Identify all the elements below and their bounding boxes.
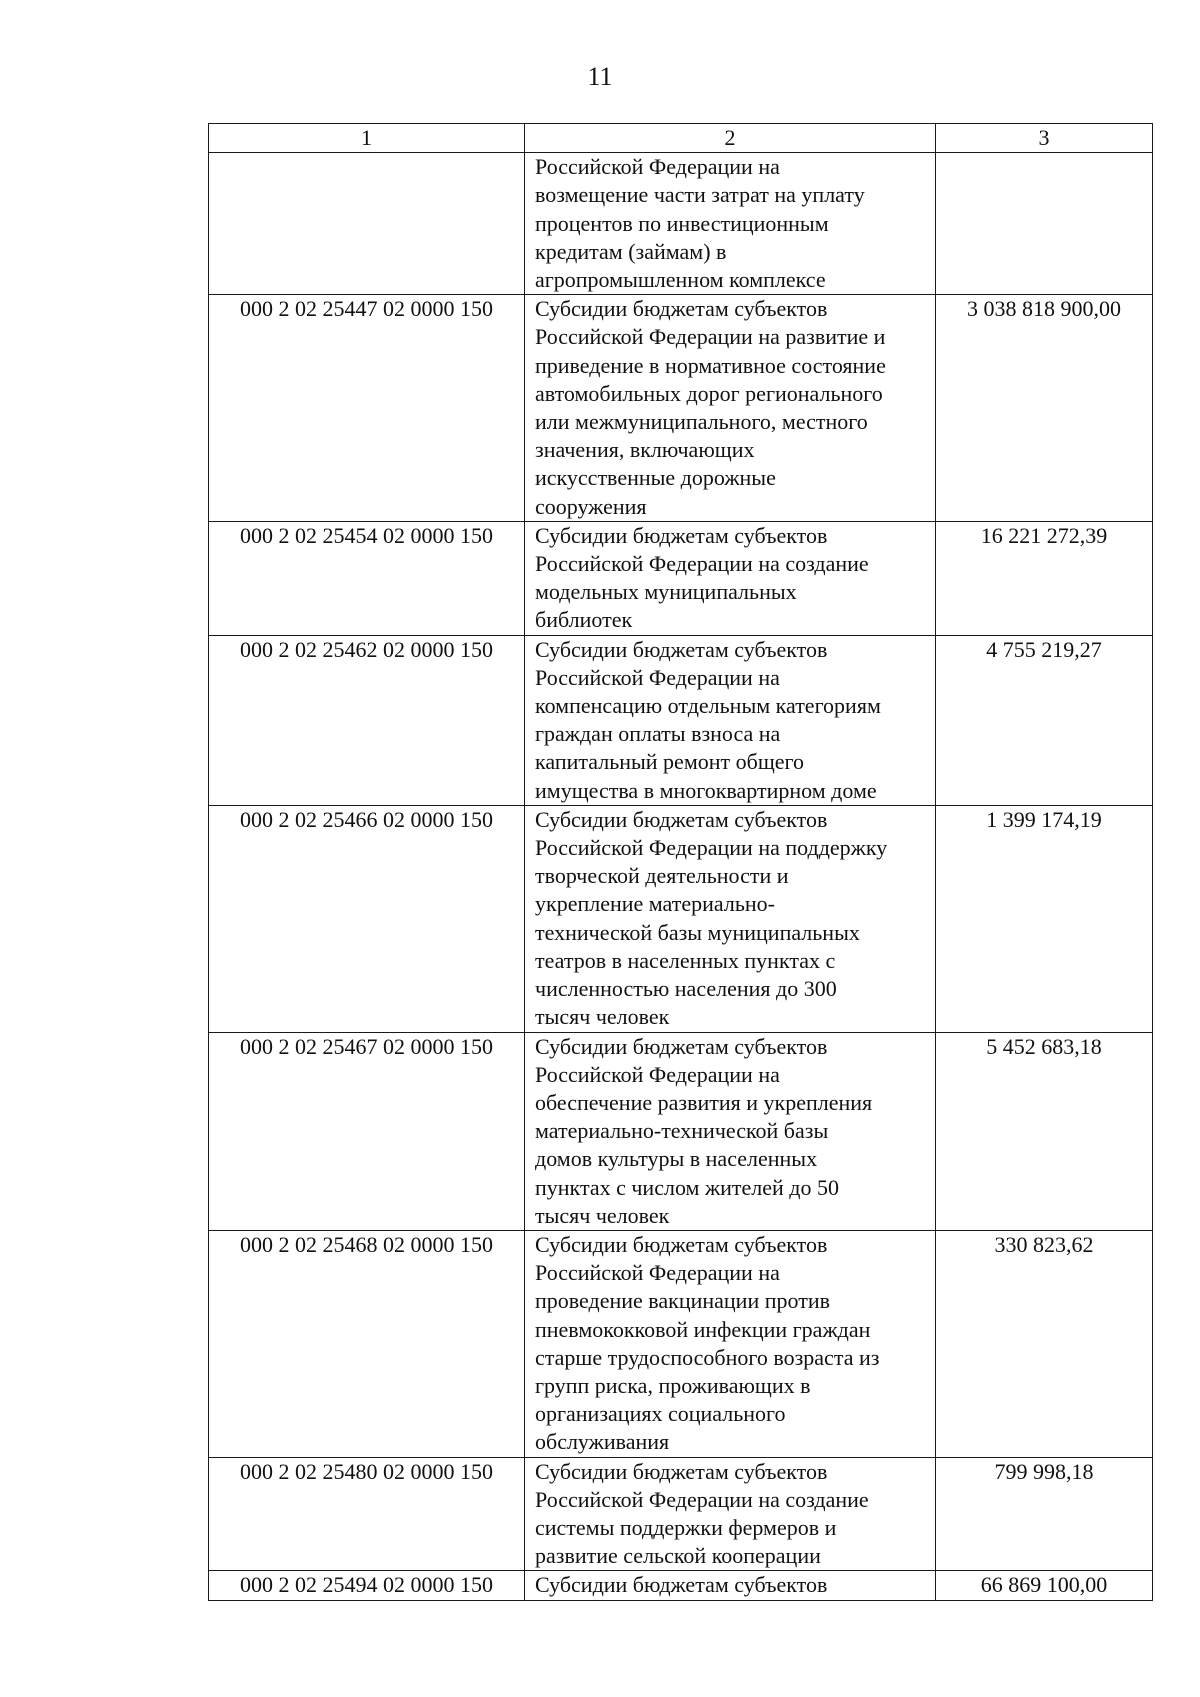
table-row xyxy=(209,153,1153,295)
budget-code-cell: 000 2 02 25494 02 0000 150 xyxy=(209,1571,525,1600)
description-line: Российской Федерации на создание xyxy=(535,1486,869,1512)
description-cell xyxy=(525,635,936,805)
description-line: Российской Федерации на создание xyxy=(535,551,869,577)
amount-cell: 1 399 174,19 xyxy=(936,805,1153,1032)
budget-table xyxy=(208,123,1153,1601)
description-line: агропромышленном комплексе xyxy=(535,267,826,293)
description-line: обеспечение развития и укрепления xyxy=(535,1089,873,1115)
budget-code-cell: 000 2 02 25480 02 0000 150 xyxy=(209,1457,525,1571)
description-line: кредитам (займам) в xyxy=(535,238,727,264)
description-line: Субсидии бюджетам субъектов xyxy=(535,1231,828,1257)
amount-cell xyxy=(936,153,1153,295)
description-line: технической базы муниципальных xyxy=(535,919,860,945)
description-line: искусственные дорожные xyxy=(535,465,776,491)
table-header-row xyxy=(209,124,1153,153)
description-line: приведение в нормативное состояние xyxy=(535,352,886,378)
page-number: 11 xyxy=(587,62,613,91)
description-line: численностью населения до 300 xyxy=(535,976,837,1002)
description-line: Российской Федерации на xyxy=(535,1260,780,1286)
budget-code-cell: 000 2 02 25447 02 0000 150 xyxy=(209,295,525,522)
description-line: Субсидии бюджетам субъектов xyxy=(535,1458,828,1484)
description-line: материально-технической базы xyxy=(535,1118,829,1144)
description-line: тысяч человек xyxy=(535,1004,670,1030)
description-line: творческой деятельности и xyxy=(535,863,789,889)
budget-table-body xyxy=(209,124,1153,1601)
description-line: Субсидии бюджетам субъектов xyxy=(535,522,828,548)
table-row xyxy=(209,295,1153,522)
budget-code-cell: 000 2 02 25467 02 0000 150 xyxy=(209,1032,525,1230)
description-cell xyxy=(525,1457,936,1571)
description-line: Российской Федерации на xyxy=(535,664,780,690)
description-line: библиотек xyxy=(535,607,633,633)
description-line: имущества в многоквартирном доме xyxy=(535,777,877,803)
description-line: значения, включающих xyxy=(535,437,755,463)
description-line: Субсидии бюджетам субъектов xyxy=(535,1572,828,1598)
description-cell xyxy=(525,521,936,635)
description-line: Российской Федерации на поддержку xyxy=(535,835,888,861)
description-line: граждан оплаты взноса на xyxy=(535,721,781,747)
amount-cell: 799 998,18 xyxy=(936,1457,1153,1571)
description-line: Российской Федерации на xyxy=(535,1061,780,1087)
description-line: театров в населенных пунктах с xyxy=(535,947,836,973)
description-line: сооружения xyxy=(535,493,647,519)
description-cell xyxy=(525,1230,936,1457)
description-line: компенсацию отдельным категориям xyxy=(535,693,881,719)
table-row xyxy=(209,1230,1153,1457)
table-row xyxy=(209,635,1153,805)
table-row xyxy=(209,805,1153,1032)
budget-code-cell: 000 2 02 25454 02 0000 150 xyxy=(209,521,525,635)
amount-cell: 16 221 272,39 xyxy=(936,521,1153,635)
description-line: системы поддержки фермеров и xyxy=(535,1514,837,1540)
description-line: или межмуниципального, местного xyxy=(535,409,868,435)
description-line: Субсидии бюджетам субъектов xyxy=(535,636,828,662)
description-line: Российской Федерации на развитие и xyxy=(535,324,886,350)
description-cell xyxy=(525,1571,936,1600)
description-line: организациях социального xyxy=(535,1401,786,1427)
description-line: укрепление материально- xyxy=(535,891,775,917)
description-line: Субсидии бюджетам субъектов xyxy=(535,1033,828,1059)
column-number-2: 2 xyxy=(525,124,936,153)
amount-cell: 330 823,62 xyxy=(936,1230,1153,1457)
budget-code-cell xyxy=(209,153,525,295)
column-number-1: 1 xyxy=(209,124,525,153)
budget-code-cell: 000 2 02 25468 02 0000 150 xyxy=(209,1230,525,1457)
description-line: Субсидии бюджетам субъектов xyxy=(535,296,828,322)
description-line: домов культуры в населенных xyxy=(535,1146,818,1172)
description-line: старше трудоспособного возраста из xyxy=(535,1344,880,1370)
description-line: тысяч человек xyxy=(535,1202,670,1228)
description-line: Российской Федерации на xyxy=(535,154,780,180)
description-line: Субсидии бюджетам субъектов xyxy=(535,806,828,832)
description-cell xyxy=(525,1032,936,1230)
description-line: капитальный ремонт общего xyxy=(535,749,805,775)
description-line: пунктах с числом жителей до 50 xyxy=(535,1174,840,1200)
description-line: автомобильных дорог регионального xyxy=(535,380,883,406)
budget-code-cell: 000 2 02 25462 02 0000 150 xyxy=(209,635,525,805)
description-line: процентов по инвестиционным xyxy=(535,210,829,236)
budget-code-cell: 000 2 02 25466 02 0000 150 xyxy=(209,805,525,1032)
description-cell xyxy=(525,295,936,522)
table-row xyxy=(209,1032,1153,1230)
description-line: групп риска, проживающих в xyxy=(535,1372,811,1398)
description-line: развитие сельской кооперации xyxy=(535,1543,821,1569)
amount-cell: 4 755 219,27 xyxy=(936,635,1153,805)
table-row xyxy=(209,521,1153,635)
column-number-3: 3 xyxy=(936,124,1153,153)
description-line: проведение вакцинации против xyxy=(535,1288,830,1314)
description-line: модельных муниципальных xyxy=(535,579,797,605)
description-cell xyxy=(525,805,936,1032)
table-row xyxy=(209,1571,1153,1600)
amount-cell: 3 038 818 900,00 xyxy=(936,295,1153,522)
table-row xyxy=(209,1457,1153,1571)
description-line: возмещение части затрат на уплату xyxy=(535,182,865,208)
description-line: пневмококковой инфекции граждан xyxy=(535,1316,871,1342)
description-cell xyxy=(525,153,936,295)
amount-cell: 66 869 100,00 xyxy=(936,1571,1153,1600)
description-line: обслуживания xyxy=(535,1429,670,1455)
amount-cell: 5 452 683,18 xyxy=(936,1032,1153,1230)
